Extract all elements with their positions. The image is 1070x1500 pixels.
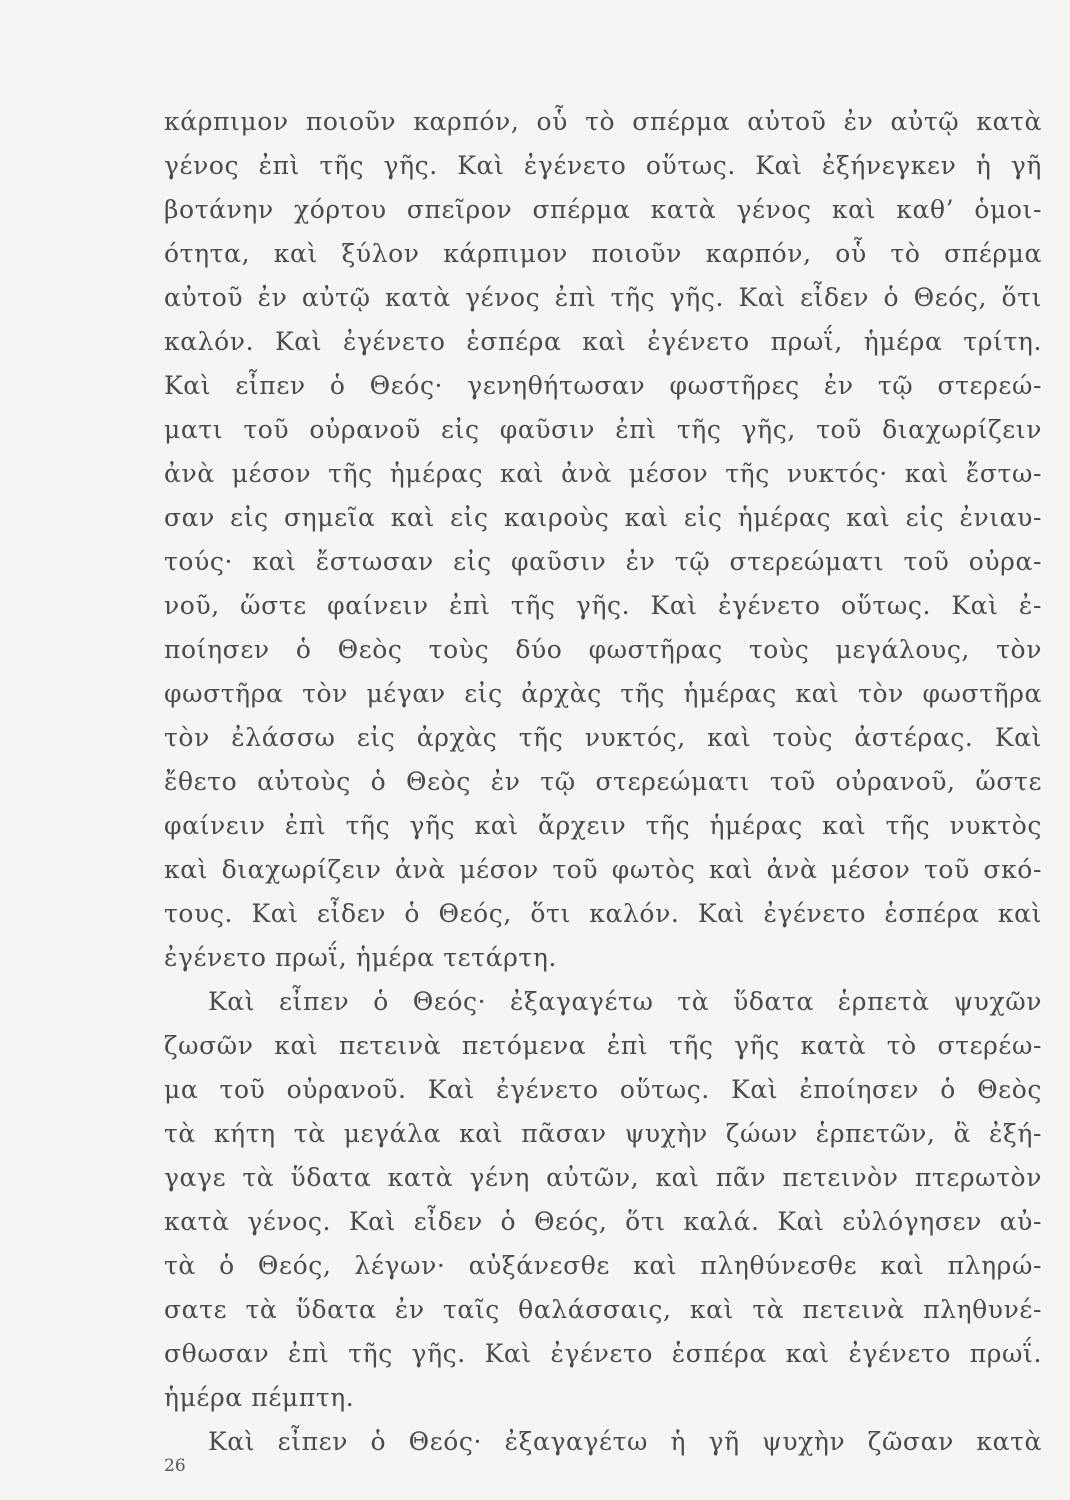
text-line: τὸν ἐλάσσω εἰς ἀρχὰς τῆς νυκτός, καὶ τοὺς ἀστέρας. Καὶ bbox=[164, 723, 1042, 752]
text-line: ποίησεν ὁ Θεὸς τοὺς δύο φωστῆρας τοὺς μεγάλους, τὸν bbox=[164, 635, 1042, 664]
text-line: ότητα, καὶ ξύλον κάρπιμον ποιοῦν καρπόν, οὗ τὸ σπέρμα bbox=[164, 239, 1042, 268]
text-line: τὰ κήτη τὰ μεγάλα καὶ πᾶσαν ψυχὴν ζώων ἑρπετῶν, ἃ ἐξή- bbox=[164, 1119, 1042, 1148]
text-line: ματι τοῦ οὐρανοῦ εἰς φαῦσιν ἐπὶ τῆς γῆς, τοῦ διαχωρίζειν bbox=[164, 415, 1042, 444]
text-line: καὶ διαχωρίζειν ἀνὰ μέσον τοῦ φωτὸς καὶ ἀνὰ μέσον τοῦ σκό- bbox=[164, 855, 1042, 884]
text-line: σαν εἰς σημεῖα καὶ εἰς καιροὺς καὶ εἰς ἡμέρας καὶ εἰς ἐνιαυ- bbox=[164, 503, 1042, 532]
text-line: γαγε τὰ ὕδατα κατὰ γένη αὐτῶν, καὶ πᾶν πετεινὸν πτερωτὸν bbox=[164, 1163, 1042, 1192]
text-line: ἔθετο αὐτοὺς ὁ Θεὸς ἐν τῷ στερεώματι τοῦ οὐρανοῦ, ὥστε bbox=[164, 767, 1042, 796]
text-line: φαίνειν ἐπὶ τῆς γῆς καὶ ἄρχειν τῆς ἡμέρας καὶ τῆς νυκτὸς bbox=[164, 811, 1042, 840]
paragraph-start-line: Καὶ εἶπεν ὁ Θεός· ἐξαγαγέτω ἡ γῆ ψυχὴν ζῶσαν κατὰ bbox=[208, 1427, 1042, 1456]
page-number: 26 bbox=[164, 1456, 186, 1476]
text-line: αὐτοῦ ἐν αὐτῷ κατὰ γένος ἐπὶ τῆς γῆς. Καὶ εἶδεν ὁ Θεός, ὅτι bbox=[164, 283, 1042, 312]
text-line: σατε τὰ ὕδατα ἐν ταῖς θαλάσσαις, καὶ τὰ πετεινὰ πληθυνέ- bbox=[164, 1295, 1042, 1324]
text-line: τὰ ὁ Θεός, λέγων· αὐξάνεσθε καὶ πληθύνεσθε καὶ πληρώ- bbox=[164, 1251, 1042, 1280]
text-line: τούς· καὶ ἔστωσαν εἰς φαῦσιν ἐν τῷ στερεώματι τοῦ οὐρα- bbox=[164, 547, 1042, 576]
body-text bbox=[164, 100, 1042, 1464]
text-line: βοτάνην χόρτου σπεῖρον σπέρμα κατὰ γένος καὶ καθ’ ὁμοι- bbox=[164, 195, 1042, 224]
text-line: καλόν. Καὶ ἐγένετο ἑσπέρα καὶ ἐγένετο πρωΐ, ἡμέρα τρίτη. bbox=[164, 327, 1042, 356]
text-line: γένος ἐπὶ τῆς γῆς. Καὶ ἐγένετο οὕτως. Καὶ ἐξήνεγκεν ἡ γῆ bbox=[164, 151, 1042, 180]
text-line: μα τοῦ οὐρανοῦ. Καὶ ἐγένετο οὕτως. Καὶ ἐποίησεν ὁ Θεὸς bbox=[164, 1075, 1042, 1104]
paragraph-start-line: Καὶ εἶπεν ὁ Θεός· ἐξαγαγέτω τὰ ὕδατα ἑρπετὰ ψυχῶν bbox=[208, 987, 1042, 1016]
text-line: ἐγένετο πρωΐ, ἡμέρα τετάρτη. bbox=[164, 943, 557, 972]
text-line: ζωσῶν καὶ πετεινὰ πετόμενα ἐπὶ τῆς γῆς κατὰ τὸ στερέω- bbox=[164, 1031, 1042, 1060]
text-line: τους. Καὶ εἶδεν ὁ Θεός, ὅτι καλόν. Καὶ ἐγένετο ἑσπέρα καὶ bbox=[164, 899, 1042, 928]
text-line: κάρπιμον ποιοῦν καρπόν, οὗ τὸ σπέρμα αὐτοῦ ἐν αὐτῷ κατὰ bbox=[164, 107, 1042, 136]
text-line: κατὰ γένος. Καὶ εἶδεν ὁ Θεός, ὅτι καλά. Καὶ εὐλόγησεν αὐ- bbox=[164, 1207, 1042, 1236]
text-line: ἀνὰ μέσον τῆς ἡμέρας καὶ ἀνὰ μέσον τῆς νυκτός· καὶ ἔστω- bbox=[164, 459, 1042, 488]
text-line: Καὶ εἶπεν ὁ Θεός· γενηθήτωσαν φωστῆρες ἐν τῷ στερεώ- bbox=[164, 371, 1042, 400]
text-line: νοῦ, ὥστε φαίνειν ἐπὶ τῆς γῆς. Καὶ ἐγένετο οὕτως. Καὶ ἐ- bbox=[164, 591, 1042, 620]
text-line: σθωσαν ἐπὶ τῆς γῆς. Καὶ ἐγένετο ἑσπέρα καὶ ἐγένετο πρωΐ. bbox=[164, 1339, 1042, 1368]
text-line: φωστῆρα τὸν μέγαν εἰς ἀρχὰς τῆς ἡμέρας καὶ τὸν φωστῆρα bbox=[164, 679, 1042, 708]
text-line: ἡμέρα πέμπτη. bbox=[164, 1383, 355, 1412]
